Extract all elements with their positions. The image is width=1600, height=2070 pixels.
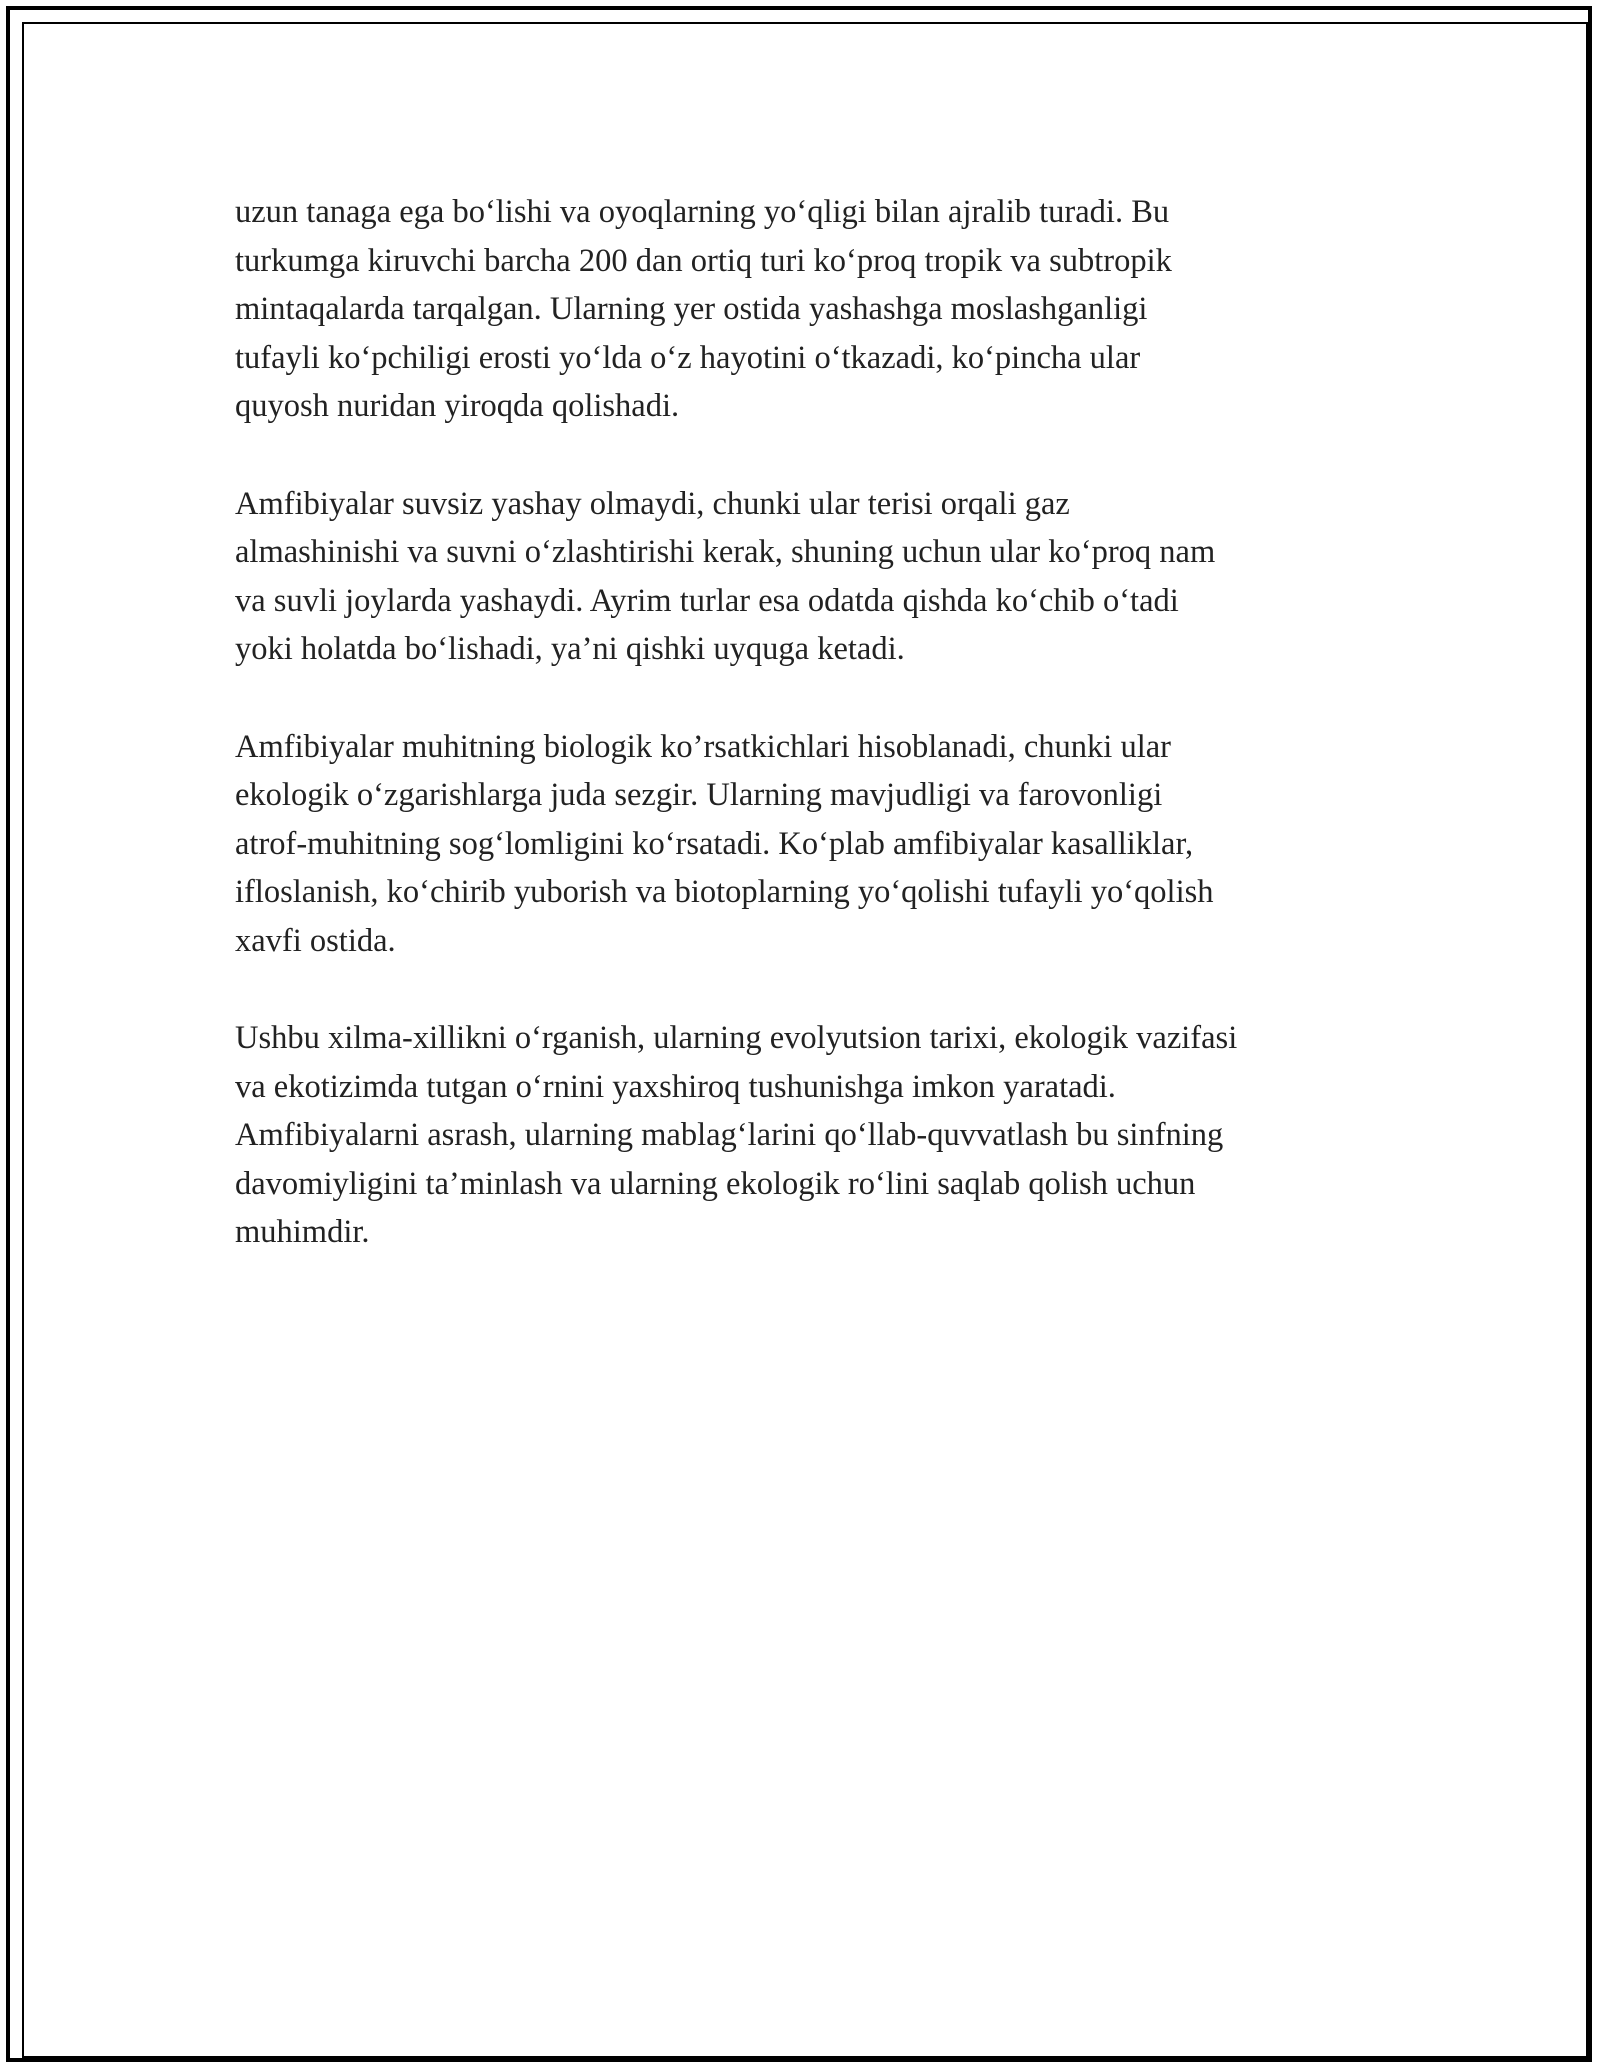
- text-line: yoki holatda bo‘lishadi, ya’ni qishki uyquga ketadi.: [235, 631, 905, 668]
- paragraph-3: [235, 723, 1395, 966]
- text-line: quyosh nuridan yiroqda qolishadi.: [235, 388, 680, 425]
- text-line: uzun tanaga ega bo‘lishi va oyoqlarning yo‘qligi bilan ajralib turadi. Bu: [235, 194, 1170, 230]
- text-line: Amfibiyalar suvsiz yashay olmaydi, chunki ular terisi orqali gaz: [235, 485, 1070, 522]
- text-line: xavfi ostida.: [235, 922, 396, 959]
- paragraph-1: [235, 188, 1395, 431]
- document-body: [235, 188, 1395, 1306]
- text-line: atrof-muhitning sog‘lomligini ko‘rsatadi. Ko‘plab amfibiyalar kasalliklar,: [235, 825, 1194, 862]
- text-line: turkumga kiruvchi barcha 200 dan ortiq turi ko‘proq tropik va subtropik: [235, 242, 1172, 279]
- text-line: ifloslanish, ko‘chirib yuborish va biotoplarning yo‘qolishi tufayli yo‘qolish: [235, 874, 1214, 911]
- text-line: mintaqalarda tarqalgan. Ularning yer ostida yashashga moslashganligi: [235, 291, 1148, 328]
- text-line: tufayli ko‘pchiligi erosti yo‘lda o‘z hayotini o‘tkazadi, ko‘pincha ular: [235, 339, 1141, 376]
- text-line: Ushbu xilma-xillikni o‘rganish, ularning evolyutsion tarixi, ekologik vazifasi: [235, 1020, 1238, 1057]
- text-line: va suvli joylarda yashaydi. Ayrim turlar esa odatda qishda ko‘chib o‘tadi: [235, 582, 1179, 619]
- text-line: muhimdir.: [235, 1214, 370, 1251]
- text-line: Amfibiyalarni asrash, ularning mablag‘larini qo‘llab-quvvatlash bu sinfning: [235, 1117, 1224, 1154]
- paragraph-2: [235, 480, 1395, 674]
- text-line: almashinishi va suvni o‘zlashtirishi kerak, shuning uchun ular ko‘proq nam: [235, 534, 1216, 571]
- paragraph-4: [235, 1014, 1395, 1257]
- text-line: davomiyligini ta’minlash va ularning ekologik ro‘lini saqlab qolish uchun: [235, 1165, 1196, 1202]
- text-line: ekologik o‘zgarishlarga juda sezgir. Ularning mavjudligi va farovonligi: [235, 777, 1163, 814]
- text-line: Amfibiyalar muhitning biologik ko’rsatkichlari hisoblanadi, chunki ular: [235, 728, 1171, 765]
- text-line: va ekotizimda tutgan o‘rnini yaxshiroq tushunishga imkon yaratadi.: [235, 1068, 1116, 1105]
